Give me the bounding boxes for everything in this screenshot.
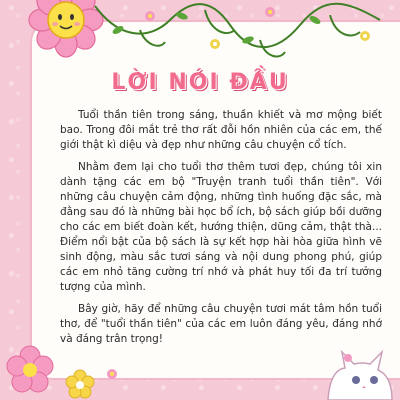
flower-cluster-icon <box>0 330 130 400</box>
page-title: LỜI NÓI ĐẦU <box>111 70 289 95</box>
white-cat-icon <box>320 340 400 400</box>
paragraph: Nhằm đem lại cho tuổi thơ thêm tươi đẹp, chúng tôi xin dành tặng các em bộ "Truyện tranh tuổi thần tiên". Với những câu chuyện cảm động, những tình huống đặc sắc, mà đằng sau đó là những bài học bổ ích, bộ sách giúp bồi dưỡng cho các em biết đoàn kết, hướng thiện, dũng cảm, thật thà... Điểm nổi bật của bộ sách là sự kết hợp hài hòa giữa hình vẽ sinh động, màu sắc tươi sáng và nội dung phong phú, giúp các em nhỏ tăng cường trí nhớ và phát huy tối đa trí tưởng tượng của mình. <box>60 161 382 293</box>
vine-decoration <box>0 0 400 70</box>
paragraph: Tuổi thần tiên trong sáng, thuần khiết và mơ mộng biết bao. Trong đôi mắt trẻ thơ rất đỗi hồn nhiên của các em, thế giới thật kì diệu và đẹp như những câu chuyện cổ tích. <box>60 109 382 151</box>
preface-text <box>60 108 382 354</box>
paragraph: Bây giờ, hãy để những câu chuyện tươi mát tâm hồn tuổi thơ, để "tuổi thần tiên" của các em luôn đáng yêu, đáng nhớ và đáng trân trọng! <box>60 303 382 345</box>
